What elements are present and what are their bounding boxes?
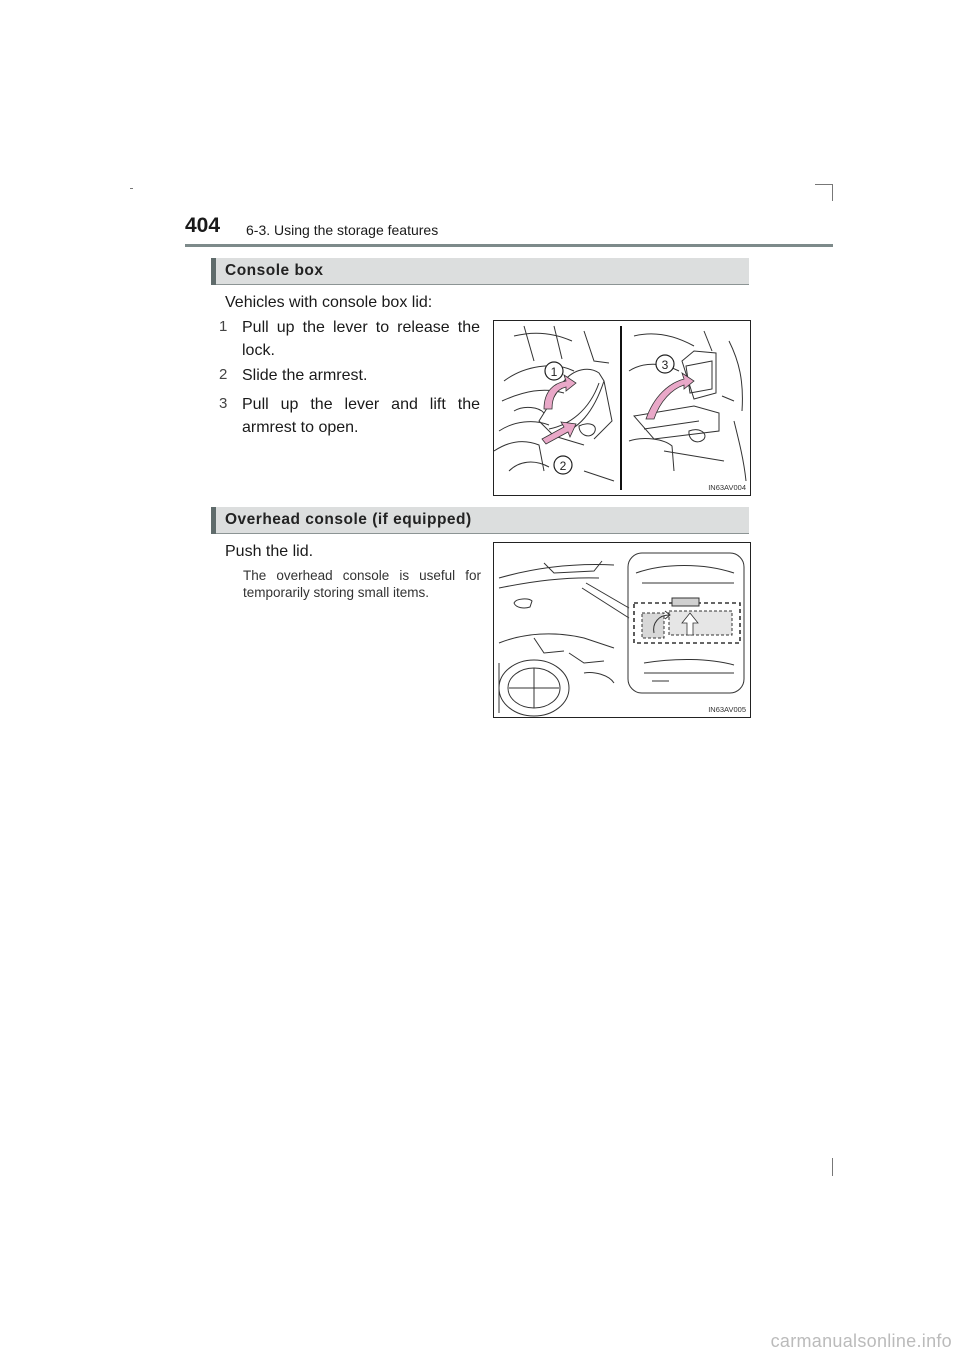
step-text: Pull up the lever and lift the armrest to open. — [242, 396, 480, 436]
callout-3: 3 — [661, 358, 669, 372]
overhead-console-note: The overhead console is useful for temporarily storing small items. — [243, 568, 481, 600]
overhead-console-instruction: Push the lid. — [225, 543, 314, 560]
crop-mark-top-right-v — [832, 184, 833, 201]
section-accent — [211, 507, 216, 534]
crop-mark-top-right-h — [815, 184, 832, 185]
step-2 — [216, 364, 480, 393]
crop-mark-bottom-right — [832, 1158, 833, 1176]
step-3 — [216, 393, 480, 441]
step-1 — [216, 316, 480, 364]
crop-mark-top-left — [130, 188, 133, 189]
console-box-intro: Vehicles with console box lid: — [225, 294, 433, 311]
footer-watermark: carmanualsonline.info — [770, 1331, 952, 1351]
callout-2: 2 — [559, 459, 567, 473]
header-rule — [185, 244, 833, 247]
arrow-group — [542, 373, 694, 444]
figure-code: IN63AV004 — [708, 483, 746, 492]
section-title: Overhead console (if equipped) — [225, 511, 472, 528]
console-box-drawing — [494, 321, 750, 495]
arrow-lift-3 — [646, 373, 694, 419]
chapter-title: 6-3. Using the storage features — [246, 222, 439, 238]
step-number: 2 — [219, 366, 228, 383]
console-box-steps — [216, 316, 480, 441]
overhead-console-illustration — [493, 542, 751, 718]
step-number: 1 — [219, 318, 228, 335]
section-header-console-box — [211, 258, 749, 285]
callout-1: 1 — [550, 365, 558, 379]
section-title: Console box — [225, 262, 324, 279]
figure-code: IN63AV005 — [708, 705, 746, 714]
step-text: Slide the armrest. — [242, 367, 368, 384]
page-number: 404 — [185, 214, 221, 237]
overhead-console-drawing — [494, 543, 750, 717]
step-text: Pull up the lever to release the lock. — [242, 319, 480, 359]
section-accent — [211, 258, 216, 285]
section-header-overhead-console — [211, 507, 749, 534]
step-number: 3 — [219, 395, 228, 412]
console-box-illustration — [493, 320, 751, 496]
